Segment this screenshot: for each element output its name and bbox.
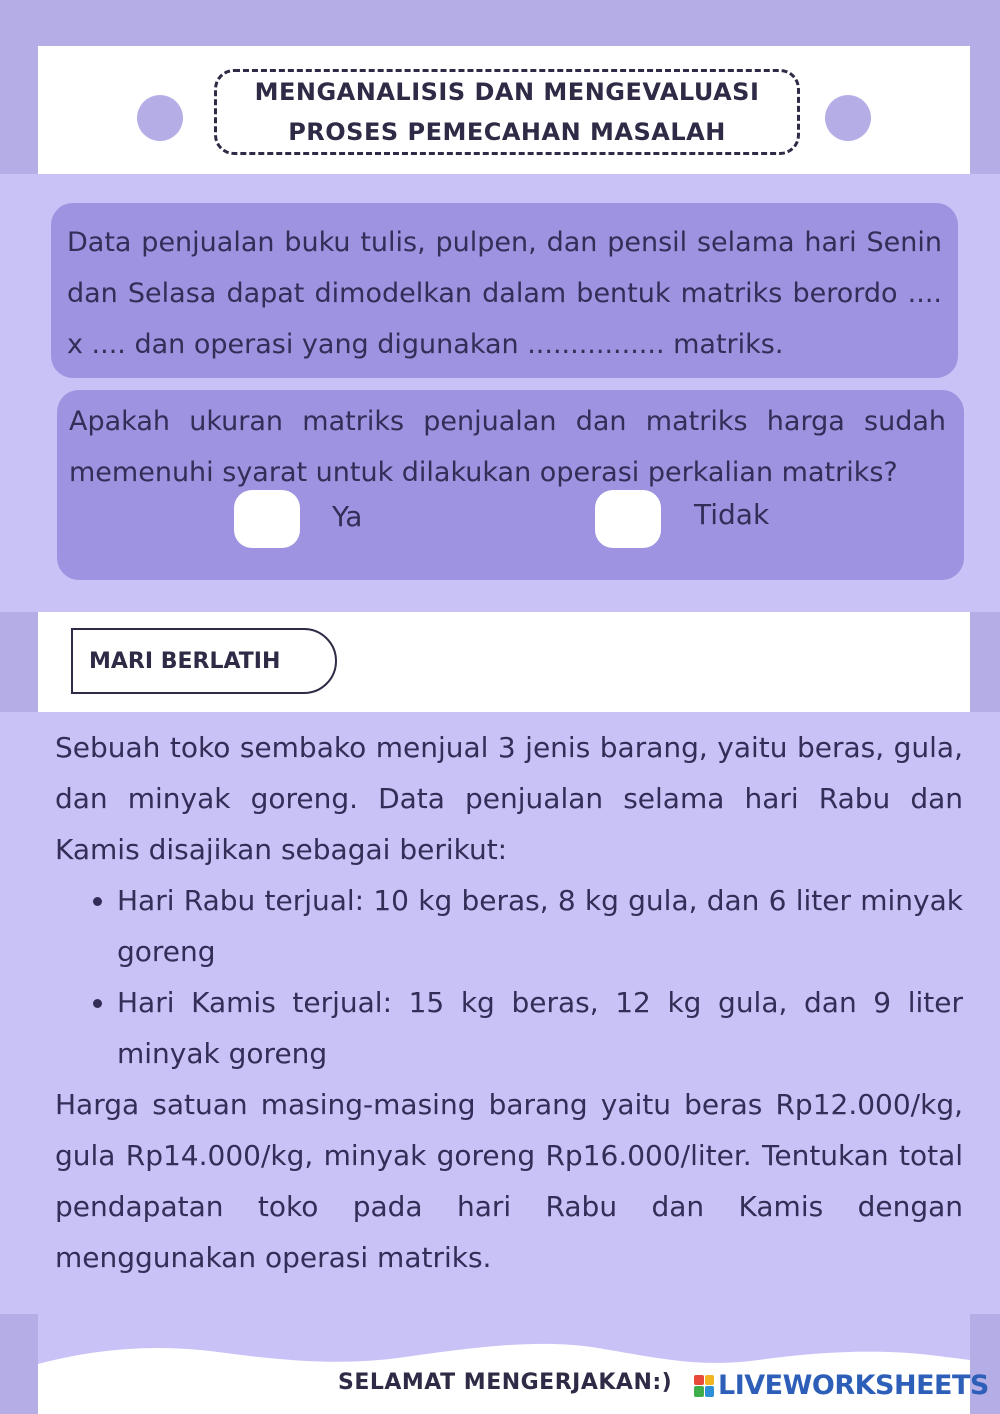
option-yes-checkbox[interactable] bbox=[234, 490, 300, 548]
footer-message: SELAMAT MENGERJAKAN:) bbox=[338, 1370, 673, 1395]
page-title-box bbox=[214, 69, 800, 155]
liveworksheets-logo[interactable] bbox=[694, 1370, 989, 1401]
problem-text bbox=[55, 722, 963, 1283]
option-yes-label: Ya bbox=[332, 500, 363, 533]
option-no-checkbox[interactable] bbox=[595, 490, 661, 548]
brand-name: LIVEWORKSHEETS bbox=[718, 1370, 989, 1401]
question-text: Apakah ukuran matriks penjualan dan matriks harga sudah memenuhi syarat untuk dilakukan operasi perkalian matriks? bbox=[69, 406, 946, 488]
list-item: • Hari Rabu terjual: 10 kg beras, 8 kg gula, dan 6 liter minyak goreng bbox=[117, 875, 963, 977]
page-title-line2: PROSES PEMECAHAN MASALAH bbox=[288, 118, 726, 146]
decorative-dot-left bbox=[137, 95, 183, 141]
section-title: MARI BERLATIH bbox=[89, 648, 281, 674]
problem-intro: Sebuah toko sembako menjual 3 jenis barang, yaitu beras, gula, dan minyak goreng. Data penjualan selama hari Rabu dan Kamis disajikan sebagai berikut: bbox=[55, 731, 963, 866]
statement-card bbox=[51, 203, 958, 378]
option-no-label: Tidak bbox=[694, 498, 770, 531]
section-title-pill bbox=[71, 628, 337, 694]
decorative-dot-right bbox=[825, 95, 871, 141]
list-item: • Hari Kamis terjual: 15 kg beras, 12 kg gula, dan 9 liter minyak goreng bbox=[117, 977, 963, 1079]
page-title-line1: MENGANALISIS DAN MENGEVALUASI bbox=[254, 78, 760, 106]
problem-closing: Harga satuan masing-masing barang yaitu beras Rp12.000/kg, gula Rp14.000/kg, minyak goreng Rp16.000/liter. Tentukan total pendapatan toko pada hari Rabu dan Kamis dengan menggunakan operasi matriks. bbox=[55, 1088, 963, 1274]
statement-text: Data penjualan buku tulis, pulpen, dan pensil selama hari Senin dan Selasa dapat dimodelkan dalam bentuk matriks berordo .... x .... dan operasi yang digunakan ................ matriks. bbox=[67, 227, 942, 360]
problem-bullet-list bbox=[55, 875, 963, 1079]
liveworksheets-icon bbox=[694, 1375, 714, 1397]
question-card bbox=[57, 390, 964, 580]
